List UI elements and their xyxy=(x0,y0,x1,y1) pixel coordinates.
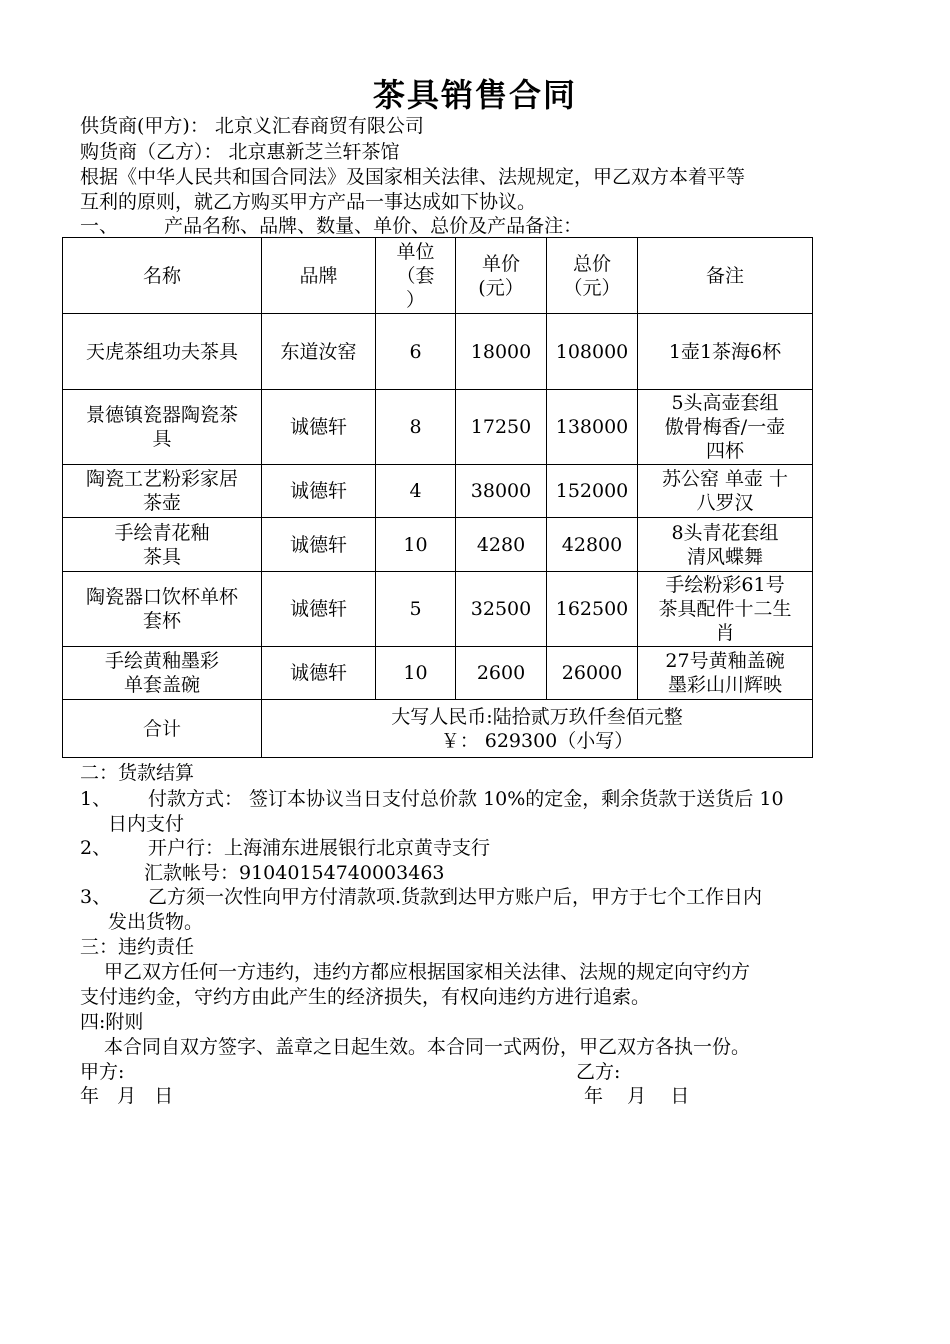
cell-qty: 4 xyxy=(376,465,456,518)
intro-line-2: 互利的原则，就乙方购买甲方产品一事达成如下协议。 xyxy=(80,191,537,213)
cell-text: 茶具配件十二生 xyxy=(658,598,792,620)
table-row xyxy=(63,647,813,700)
document-title: 茶具销售合同 xyxy=(372,76,577,114)
cell-text: 27号黄釉盖碗 xyxy=(665,650,785,672)
cell-name xyxy=(63,572,262,647)
cell-name xyxy=(63,647,262,700)
cell-qty: 6 xyxy=(376,314,456,390)
party-a-signature: 甲方: xyxy=(80,1061,125,1083)
section-2-item-3-text-cont: 发出货物。 xyxy=(108,911,204,933)
cell-text: 墨彩山川辉映 xyxy=(667,674,782,696)
header-unit-line: 单位 xyxy=(396,240,435,263)
cell-text: 八罗汉 xyxy=(696,492,754,514)
table-row xyxy=(63,390,813,465)
cell-qty: 8 xyxy=(376,390,456,465)
section-2-item-2-number: 2、 xyxy=(80,837,112,859)
section-2-item-3-number: 3、 xyxy=(80,886,112,908)
total-lower: ￥： 629300（小写） xyxy=(440,729,634,752)
buyer-line: 购货商（乙方）： 北京惠新芝兰轩茶馆 xyxy=(80,141,400,163)
cell-text: 套杯 xyxy=(142,610,181,632)
party-b-signature: 乙方: xyxy=(576,1061,621,1083)
cell-text: 1壶1茶海6杯 xyxy=(668,340,782,363)
header-total-line: （元） xyxy=(563,276,621,299)
table-total-row xyxy=(63,700,813,758)
section-2-title: 二：货款结算 xyxy=(80,762,195,784)
section-4-line-1: 本合同自双方签字、盖章之日起生效。本合同一式两份，甲乙双方各执一份。 xyxy=(104,1036,751,1058)
cell-note xyxy=(638,647,813,700)
intro-line-1: 根据《中华人民共和国合同法》及国家相关法律、法规规定，甲乙双方本着平等 xyxy=(80,166,746,188)
header-name: 名称 xyxy=(63,238,262,314)
cell-text: 茶壶 xyxy=(142,492,181,514)
cell-name xyxy=(63,314,262,390)
section-2-item-3-text: 乙方须一次性向甲方付清款项.货款到达甲方账户后，甲方于七个工作日内 xyxy=(148,886,763,908)
cell-text: 肖 xyxy=(715,622,735,644)
table-row xyxy=(63,518,813,572)
cell-qty: 10 xyxy=(376,518,456,572)
cell-qty: 10 xyxy=(376,647,456,700)
section-3-line-1: 甲乙双方任何一方违约，违约方都应根据国家相关法律、法规的规定向守约方 xyxy=(104,961,751,983)
cell-text: 清风蝶舞 xyxy=(686,545,763,568)
section-4-title: 四:附则 xyxy=(80,1011,144,1033)
cell-price: 38000 xyxy=(456,465,547,518)
cell-text: 景德镇瓷器陶瓷茶 xyxy=(85,404,238,426)
cell-name xyxy=(63,465,262,518)
cell-total: 108000 xyxy=(547,314,638,390)
cell-text: 8头青花套组 xyxy=(671,521,779,544)
cell-text: 傲骨梅香/一壶 xyxy=(664,416,786,438)
cell-brand: 诚德轩 xyxy=(262,465,376,518)
cell-name xyxy=(63,518,262,572)
cell-text: 单套盖碗 xyxy=(123,674,200,696)
header-total xyxy=(547,238,638,314)
cell-text: 手绘青花釉 xyxy=(114,521,210,544)
bank-name: 开户行：上海浦东进展银行北京黄寺支行 xyxy=(148,837,491,859)
table-row xyxy=(63,465,813,518)
cell-price: 4280 xyxy=(456,518,547,572)
header-price-line: 单价 xyxy=(481,252,520,275)
cell-brand: 东道汝窑 xyxy=(262,314,376,390)
section-1-heading xyxy=(80,213,582,239)
header-price-line: (元） xyxy=(478,276,524,299)
table-header-row xyxy=(63,238,813,314)
section-2-item-1-text-cont: 日内支付 xyxy=(108,813,185,835)
cell-note xyxy=(638,465,813,518)
cell-price: 2600 xyxy=(456,647,547,700)
cell-total: 152000 xyxy=(547,465,638,518)
header-unit-line: （套 xyxy=(396,264,435,287)
cell-name xyxy=(63,390,262,465)
section-1-number: 一、 xyxy=(80,215,119,237)
cell-text: 陶瓷工艺粉彩家居 xyxy=(85,468,238,490)
total-amount xyxy=(262,700,813,758)
header-price xyxy=(456,238,547,314)
cell-note xyxy=(638,314,813,390)
cell-text: 茶具 xyxy=(142,545,181,568)
header-unit xyxy=(376,238,456,314)
section-3-line-2: 支付违约金，守约方由此产生的经济损失，有权向违约方进行追索。 xyxy=(80,986,651,1008)
cell-brand: 诚德轩 xyxy=(262,647,376,700)
header-unit-line: ） xyxy=(405,288,425,311)
table-row xyxy=(63,572,813,647)
cell-total: 42800 xyxy=(547,518,638,572)
cell-text: 手绘粉彩61号 xyxy=(665,574,785,596)
party-a-date: 年 月 日 xyxy=(80,1085,174,1107)
cell-note xyxy=(638,390,813,465)
section-2-item-1-number: 1、 xyxy=(80,788,112,810)
cell-total: 162500 xyxy=(547,572,638,647)
header-brand: 品牌 xyxy=(262,238,376,314)
cell-total: 138000 xyxy=(547,390,638,465)
cell-note xyxy=(638,518,813,572)
cell-note xyxy=(638,572,813,647)
cell-qty: 5 xyxy=(376,572,456,647)
cell-text: 具 xyxy=(152,428,172,450)
cell-text: 苏公窑 单壶 十 xyxy=(661,468,789,490)
product-table xyxy=(62,237,813,758)
cell-price: 17250 xyxy=(456,390,547,465)
cell-text: 5头高壶套组 xyxy=(671,392,779,414)
cell-total: 26000 xyxy=(547,647,638,700)
header-note: 备注 xyxy=(638,238,813,314)
cell-text: 手绘黄釉墨彩 xyxy=(104,650,219,672)
section-1-title: 产品名称、品牌、数量、单价、总价及产品备注： xyxy=(164,215,583,237)
supplier-line: 供货商(甲方)： 北京义汇春商贸有限公司 xyxy=(80,115,424,137)
table-row xyxy=(63,314,813,390)
cell-price: 32500 xyxy=(456,572,547,647)
cell-text: 天虎茶组功夫茶具 xyxy=(85,340,238,363)
cell-price: 18000 xyxy=(456,314,547,390)
cell-brand: 诚德轩 xyxy=(262,518,376,572)
cell-text: 四杯 xyxy=(705,440,744,462)
header-total-line: 总价 xyxy=(572,252,611,275)
bank-account: 汇款帐号：91040154740003463 xyxy=(144,862,445,884)
section-3-title: 三：违约责任 xyxy=(80,936,195,958)
cell-brand: 诚德轩 xyxy=(262,390,376,465)
party-b-date: 年 月 日 xyxy=(584,1085,690,1107)
section-2-item-1-text: 付款方式： 签订本协议当日支付总价款 10%的定金，剩余货款于送货后 10 xyxy=(148,788,784,810)
cell-text: 陶瓷器口饮杯单杯 xyxy=(85,586,238,608)
total-label: 合计 xyxy=(63,700,262,758)
cell-brand: 诚德轩 xyxy=(262,572,376,647)
total-upper: 大写人民币:陆拾贰万玖仟叁佰元整 xyxy=(391,705,683,728)
